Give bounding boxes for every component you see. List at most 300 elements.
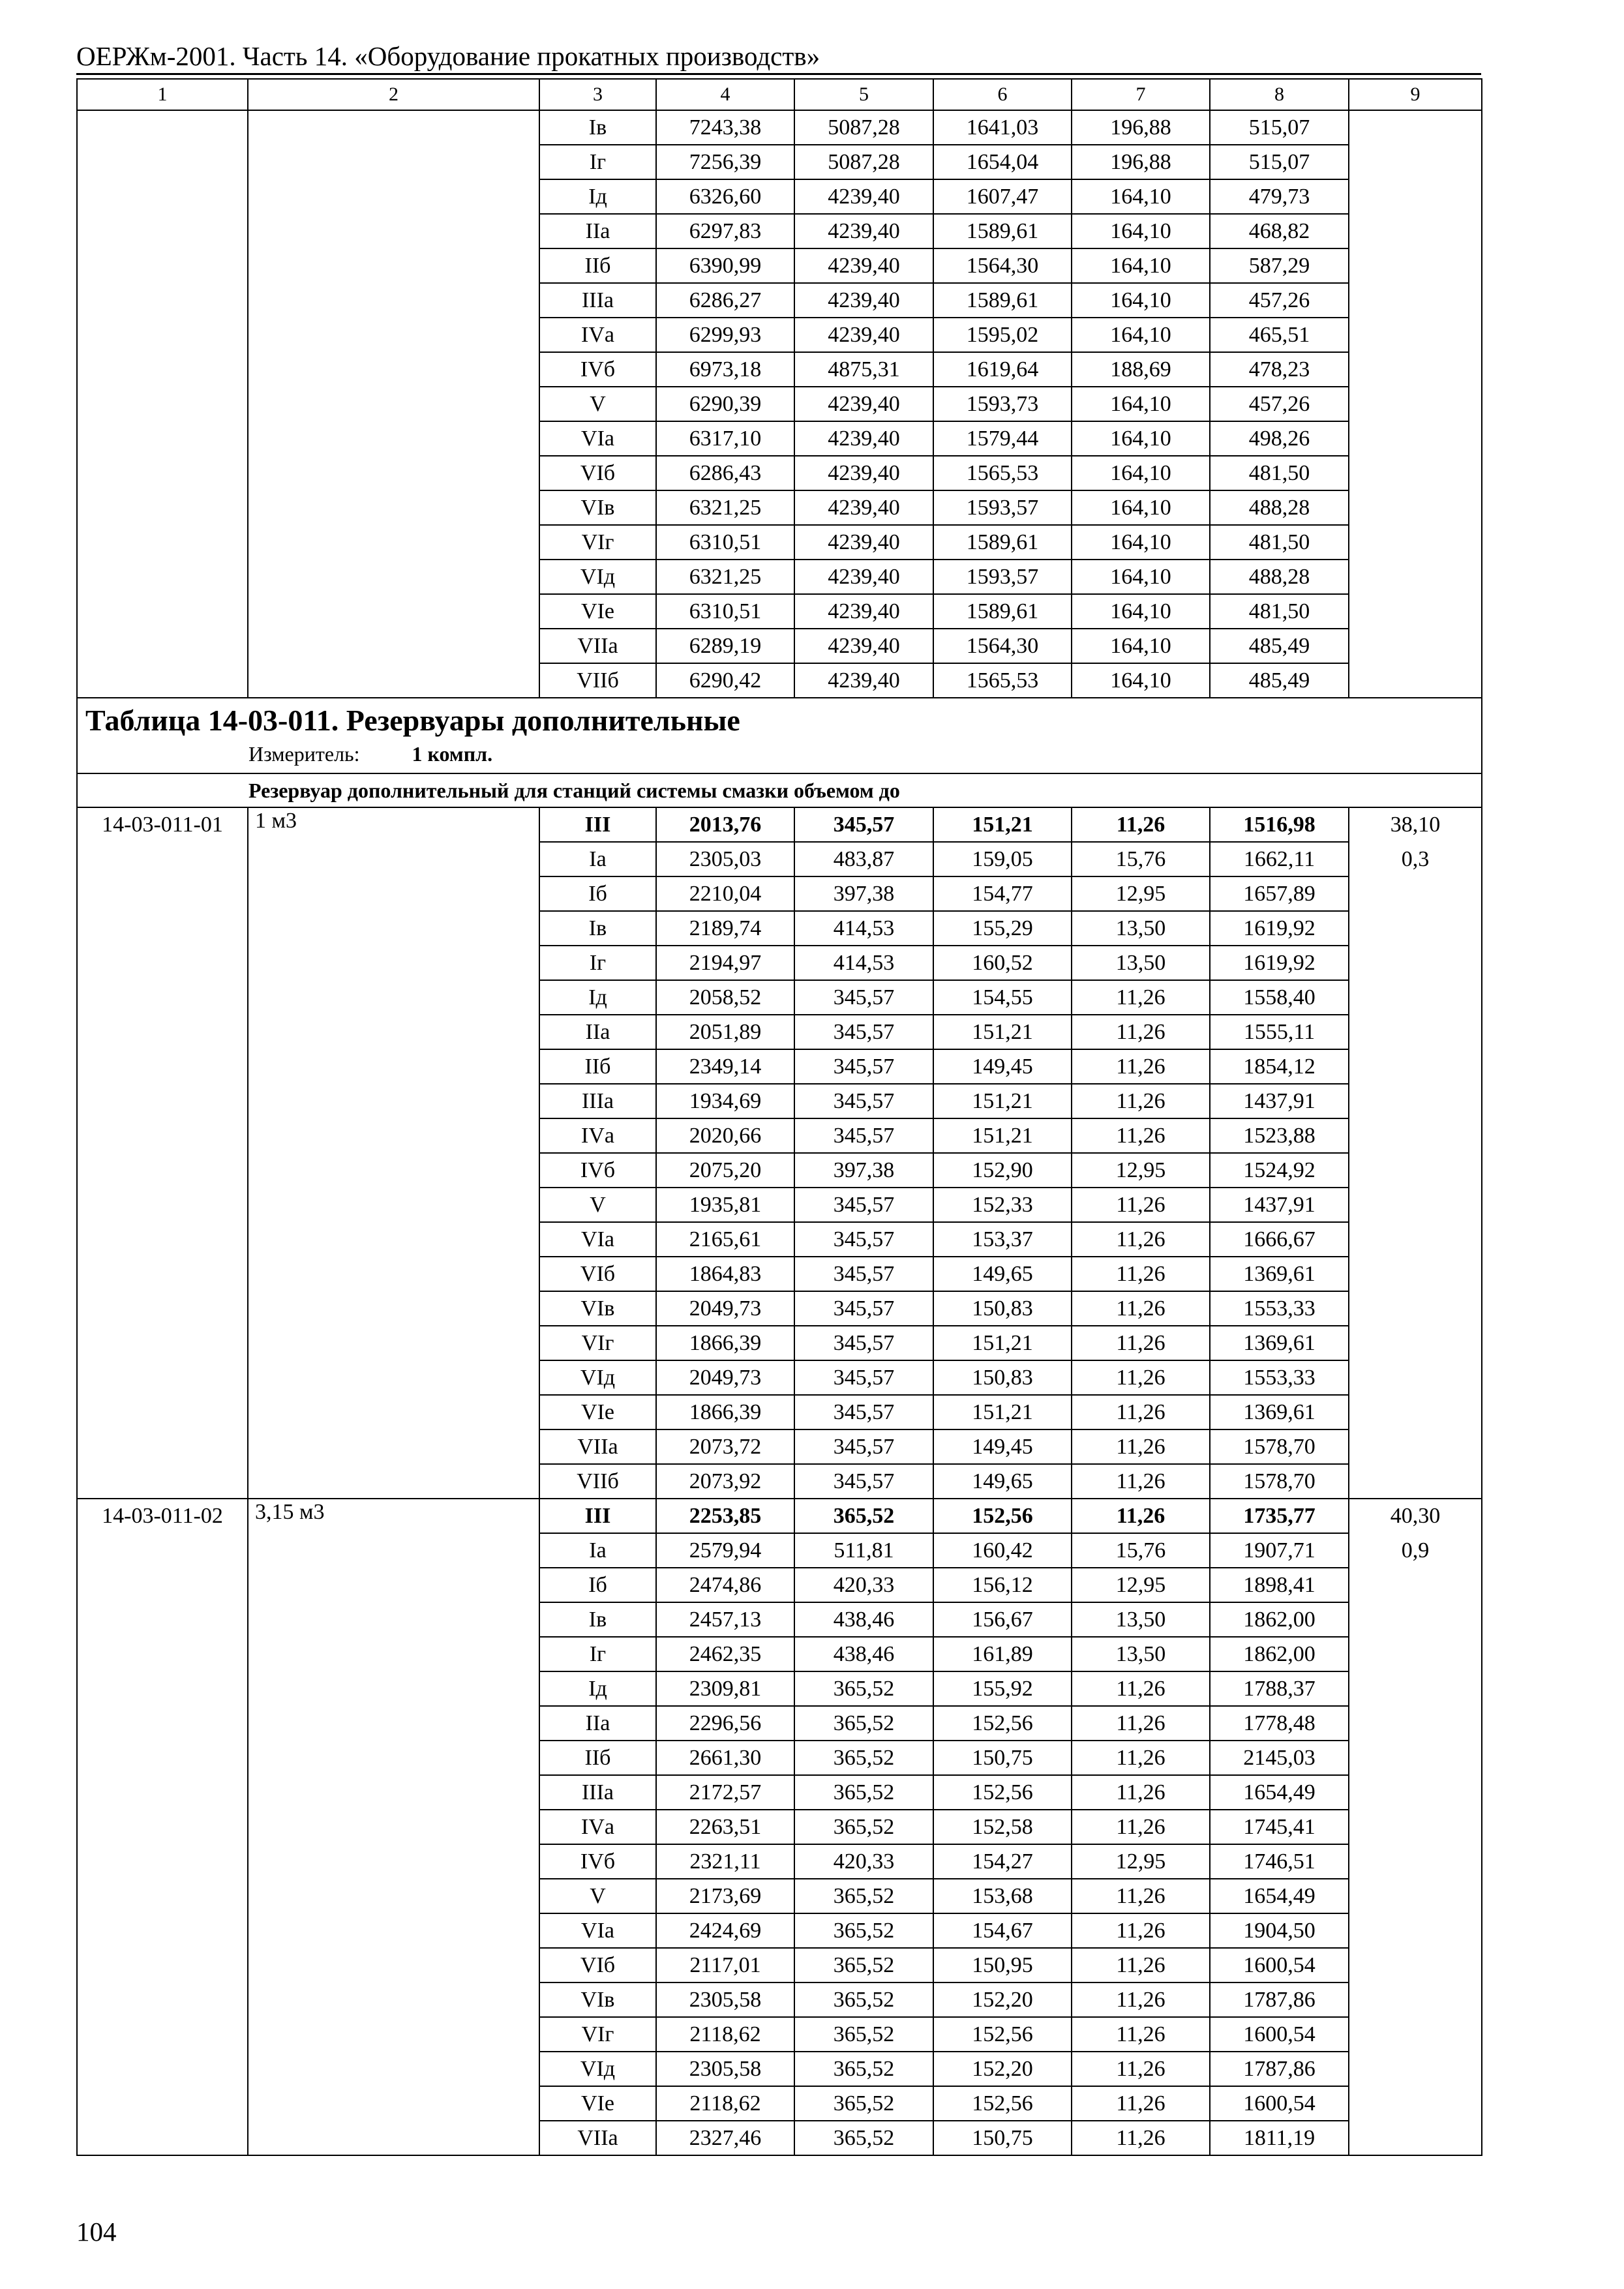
col9-cell [1349,876,1482,911]
value-cell: 15,76 [1072,842,1210,876]
zone-cell: IVб [539,1844,656,1879]
table-row [77,352,1482,387]
zone-cell: IIб [539,1049,656,1084]
value-cell: 13,50 [1072,1637,1210,1671]
zone-cell: VIе [539,2086,656,2121]
value-cell: 1579,44 [933,421,1072,456]
table-row [77,1188,1482,1222]
name-cell [248,1360,539,1395]
name-cell [248,1810,539,1844]
value-cell: 515,07 [1210,145,1349,179]
col9-cell [1349,145,1482,179]
code-cell [77,1671,248,1706]
zone-cell: VIIа [539,1429,656,1464]
col9-cell [1349,1291,1482,1326]
value-cell: 6326,60 [656,179,794,214]
value-cell: 1600,54 [1210,1948,1349,1982]
value-cell: 164,10 [1072,560,1210,594]
name-cell [248,1879,539,1913]
table-row [77,421,1482,456]
value-cell: 4239,40 [794,421,933,456]
value-cell: 457,26 [1210,387,1349,421]
zone-cell: III [539,1499,656,1533]
value-cell: 6299,93 [656,318,794,352]
value-cell: 152,20 [933,2052,1072,2086]
zone-cell: Iб [539,1568,656,1602]
code-cell [77,1153,248,1188]
value-cell: 2462,35 [656,1637,794,1671]
value-cell: 4239,40 [794,214,933,248]
table-row [77,1084,1482,1118]
value-cell: 345,57 [794,1326,933,1360]
col9-cell [1349,594,1482,629]
col9-cell [1349,1879,1482,1913]
value-cell: 397,38 [794,1153,933,1188]
value-cell: 1558,40 [1210,980,1349,1015]
value-cell: 2579,94 [656,1533,794,1568]
value-cell: 154,55 [933,980,1072,1015]
value-cell: 4239,40 [794,663,933,698]
col9-cell [1349,1049,1482,1084]
table-row [77,911,1482,946]
section-heading-row [77,698,1482,773]
code-cell [77,248,248,283]
value-cell: 2118,62 [656,2017,794,2052]
zone-cell: IVб [539,352,656,387]
zone-cell: Iв [539,911,656,946]
col9-cell [1349,2086,1482,2121]
zone-cell: Iг [539,145,656,179]
col9-cell [1349,2017,1482,2052]
value-cell: 481,50 [1210,594,1349,629]
value-cell: 365,52 [794,2052,933,2086]
code-cell [77,876,248,911]
value-cell: 1862,00 [1210,1637,1349,1671]
value-cell: 164,10 [1072,421,1210,456]
code-cell [77,456,248,490]
value-cell: 478,23 [1210,352,1349,387]
col9-cell [1349,1360,1482,1395]
value-cell: 1864,83 [656,1257,794,1291]
value-cell: 2189,74 [656,911,794,946]
value-cell: 365,52 [794,1671,933,1706]
name-cell [248,1222,539,1257]
col9-cell [1349,2052,1482,2086]
code-cell [77,1222,248,1257]
code-cell [77,318,248,352]
value-cell: 2210,04 [656,876,794,911]
value-cell: 11,26 [1072,1671,1210,1706]
value-cell: 345,57 [794,1464,933,1499]
code-cell [77,352,248,387]
name-cell [248,876,539,911]
name-cell [248,1948,539,1982]
code-cell [77,525,248,560]
value-cell: 11,26 [1072,2121,1210,2155]
value-cell: 150,75 [933,2121,1072,2155]
value-cell: 511,81 [794,1533,933,1568]
value-cell: 11,26 [1072,1464,1210,1499]
value-cell: 154,67 [933,1913,1072,1948]
table-row [77,663,1482,698]
name-cell [248,456,539,490]
zone-cell: V [539,1879,656,1913]
col9-cell: 38,10 [1349,807,1482,842]
value-cell: 11,26 [1072,1257,1210,1291]
table-row [77,1429,1482,1464]
code-cell [77,214,248,248]
value-cell: 1666,67 [1210,1222,1349,1257]
col9-cell [1349,1948,1482,1982]
value-cell: 4239,40 [794,525,933,560]
value-cell: 438,46 [794,1602,933,1637]
zone-cell: VIв [539,490,656,525]
column-number: 8 [1210,79,1349,110]
value-cell: 345,57 [794,1222,933,1257]
name-cell [248,1844,539,1879]
value-cell: 155,92 [933,1671,1072,1706]
value-cell: 1746,51 [1210,1844,1349,1879]
value-cell: 1662,11 [1210,842,1349,876]
code-cell [77,1257,248,1291]
zone-cell: VIд [539,2052,656,2086]
value-cell: 6317,10 [656,421,794,456]
code-cell [77,1049,248,1084]
table-row [77,876,1482,911]
value-cell: 4239,40 [794,179,933,214]
name-cell [248,842,539,876]
col9-cell [1349,179,1482,214]
code-cell [77,490,248,525]
value-cell: 1935,81 [656,1188,794,1222]
value-cell: 151,21 [933,1118,1072,1153]
name-cell [248,2121,539,2155]
col9-cell [1349,1257,1482,1291]
value-cell: 4875,31 [794,352,933,387]
zone-cell: Iа [539,1533,656,1568]
value-cell: 4239,40 [794,629,933,663]
name-cell [248,1326,539,1360]
col9-cell [1349,1084,1482,1118]
value-cell: 1589,61 [933,214,1072,248]
unit-value: 1 компл. [412,742,493,766]
code-cell [77,1533,248,1568]
value-cell: 1600,54 [1210,2086,1349,2121]
value-cell: 2309,81 [656,1671,794,1706]
code-cell [77,2121,248,2155]
table-row [77,2052,1482,2086]
value-cell: 11,26 [1072,2052,1210,2086]
value-cell: 11,26 [1072,980,1210,1015]
code-cell [77,1741,248,1775]
col9-cell [1349,214,1482,248]
code-cell [77,283,248,318]
col9-cell: 0,3 [1349,842,1482,876]
value-cell: 151,21 [933,1015,1072,1049]
value-cell: 488,28 [1210,490,1349,525]
value-cell: 11,26 [1072,2017,1210,2052]
value-cell: 150,83 [933,1360,1072,1395]
zone-cell: Iв [539,1602,656,1637]
value-cell: 1654,04 [933,145,1072,179]
value-cell: 152,56 [933,1499,1072,1533]
value-cell: 1904,50 [1210,1913,1349,1948]
page-number: 104 [76,2217,117,2247]
value-cell: 1607,47 [933,179,1072,214]
value-cell: 2075,20 [656,1153,794,1188]
name-cell [248,560,539,594]
value-cell: 365,52 [794,1499,933,1533]
value-cell: 1654,49 [1210,1775,1349,1810]
value-cell: 2424,69 [656,1913,794,1948]
value-cell: 2073,92 [656,1464,794,1499]
col9-cell [1349,1982,1482,2017]
value-cell: 2118,62 [656,2086,794,2121]
value-cell: 11,26 [1072,1049,1210,1084]
value-cell: 2145,03 [1210,1741,1349,1775]
value-cell: 2305,58 [656,2052,794,2086]
value-cell: 161,89 [933,1637,1072,1671]
value-cell: 1787,86 [1210,2052,1349,2086]
value-cell: 1898,41 [1210,1568,1349,1602]
zone-cell: III [539,807,656,842]
col9-cell [1349,1671,1482,1706]
value-cell: 11,26 [1072,1982,1210,2017]
value-cell: 196,88 [1072,110,1210,145]
code-cell [77,1913,248,1948]
code-cell [77,663,248,698]
column-number: 6 [933,79,1072,110]
name-cell [248,1153,539,1188]
table-row [77,1948,1482,1982]
zone-cell: VIб [539,456,656,490]
value-cell: 6286,27 [656,283,794,318]
value-cell: 2263,51 [656,1810,794,1844]
name-cell [248,946,539,980]
value-cell: 164,10 [1072,214,1210,248]
value-cell: 164,10 [1072,629,1210,663]
col9-cell [1349,1188,1482,1222]
value-cell: 153,37 [933,1222,1072,1257]
value-cell: 6290,39 [656,387,794,421]
name-cell [248,352,539,387]
value-cell: 159,05 [933,842,1072,876]
value-cell: 6290,42 [656,663,794,698]
zone-cell: Iд [539,179,656,214]
value-cell: 2165,61 [656,1222,794,1257]
table-row [77,1602,1482,1637]
value-cell: 6297,83 [656,214,794,248]
value-cell: 4239,40 [794,490,933,525]
zone-cell: IIа [539,1015,656,1049]
value-cell: 345,57 [794,1118,933,1153]
value-cell: 164,10 [1072,490,1210,525]
value-cell: 151,21 [933,1084,1072,1118]
value-cell: 345,57 [794,807,933,842]
value-cell: 152,56 [933,1775,1072,1810]
value-cell: 1369,61 [1210,1326,1349,1360]
name-cell [248,1429,539,1464]
zone-cell: Iг [539,1637,656,1671]
col9-cell [1349,629,1482,663]
value-cell: 6310,51 [656,594,794,629]
value-cell: 1745,41 [1210,1810,1349,1844]
value-cell: 152,33 [933,1188,1072,1222]
table-row [77,1222,1482,1257]
col9-cell [1349,1395,1482,1429]
code-cell [77,1429,248,1464]
value-cell: 12,95 [1072,876,1210,911]
column-number: 9 [1349,79,1482,110]
value-cell: 152,90 [933,1153,1072,1188]
value-cell: 1593,73 [933,387,1072,421]
code-cell [77,2017,248,2052]
value-cell: 2172,57 [656,1775,794,1810]
value-cell: 1553,33 [1210,1360,1349,1395]
zone-cell: VIв [539,1291,656,1326]
col9-cell [1349,248,1482,283]
page-header: ОЕРЖм-2001. Часть 14. «Оборудование прокатных производств» [76,41,820,71]
col9-cell [1349,1810,1482,1844]
value-cell: 457,26 [1210,283,1349,318]
value-cell: 2457,13 [656,1602,794,1637]
code-cell [77,2086,248,2121]
zone-cell: Iд [539,980,656,1015]
table-row [77,1360,1482,1395]
value-cell: 345,57 [794,1084,933,1118]
zone-cell: IIIа [539,283,656,318]
value-cell: 1657,89 [1210,876,1349,911]
value-cell: 345,57 [794,1360,933,1395]
zone-cell: IIIа [539,1775,656,1810]
value-cell: 485,49 [1210,663,1349,698]
name-cell [248,179,539,214]
value-cell: 164,10 [1072,456,1210,490]
zone-cell: VIг [539,1326,656,1360]
name-cell [248,594,539,629]
value-cell: 2305,03 [656,842,794,876]
col9-cell [1349,980,1482,1015]
zone-cell: VIа [539,1222,656,1257]
zone-cell: Iд [539,1671,656,1706]
code-cell [77,1015,248,1049]
col9-cell [1349,456,1482,490]
table-row [77,980,1482,1015]
code-cell [77,1118,248,1153]
value-cell: 11,26 [1072,1188,1210,1222]
value-cell: 13,50 [1072,1602,1210,1637]
table-row [77,525,1482,560]
col9-cell [1349,1741,1482,1775]
value-cell: 156,67 [933,1602,1072,1637]
value-cell: 2253,85 [656,1499,794,1533]
name-cell [248,1706,539,1741]
value-cell: 1565,53 [933,456,1072,490]
value-cell: 345,57 [794,1049,933,1084]
value-cell: 152,56 [933,2086,1072,2121]
zone-cell: VIб [539,1257,656,1291]
value-cell: 365,52 [794,1706,933,1741]
value-cell: 1866,39 [656,1395,794,1429]
name-cell [248,1084,539,1118]
value-cell: 365,52 [794,1810,933,1844]
code-cell [77,110,248,145]
value-cell: 11,26 [1072,1015,1210,1049]
name-cell [248,911,539,946]
value-cell: 1578,70 [1210,1464,1349,1499]
col9-cell [1349,318,1482,352]
value-cell: 365,52 [794,1775,933,1810]
value-cell: 420,33 [794,1568,933,1602]
col9-cell [1349,387,1482,421]
col9-cell [1349,1118,1482,1153]
code-cell [77,1775,248,1810]
value-cell: 6310,51 [656,525,794,560]
zone-cell: VIе [539,1395,656,1429]
value-cell: 1578,70 [1210,1429,1349,1464]
table-row [77,1568,1482,1602]
table-row [77,1533,1482,1568]
value-cell: 150,83 [933,1291,1072,1326]
value-cell: 11,26 [1072,1879,1210,1913]
zone-cell: V [539,387,656,421]
table-row [77,283,1482,318]
value-cell: 7243,38 [656,110,794,145]
value-cell: 6289,19 [656,629,794,663]
name-cell [248,283,539,318]
code-cell [77,946,248,980]
value-cell: 188,69 [1072,352,1210,387]
column-number: 7 [1072,79,1210,110]
value-cell: 2321,11 [656,1844,794,1879]
zone-cell: VIг [539,2017,656,2052]
name-cell [248,248,539,283]
table-row [77,842,1482,876]
value-cell: 11,26 [1072,1775,1210,1810]
table-row [77,1913,1482,1948]
value-cell: 2073,72 [656,1429,794,1464]
table-row [77,1741,1482,1775]
name-cell [248,980,539,1015]
col9-cell [1349,1913,1482,1948]
zone-cell: VIб [539,1948,656,1982]
value-cell: 15,76 [1072,1533,1210,1568]
col9-cell [1349,1326,1482,1360]
value-cell: 345,57 [794,980,933,1015]
code-cell [77,421,248,456]
value-cell: 11,26 [1072,1222,1210,1257]
name-cell [248,1741,539,1775]
section-units [78,740,1481,773]
value-cell: 160,52 [933,946,1072,980]
value-cell: 345,57 [794,1257,933,1291]
value-cell: 414,53 [794,946,933,980]
value-cell: 1866,39 [656,1326,794,1360]
code-cell [77,1602,248,1637]
section-heading [77,698,1482,773]
code-cell [77,1360,248,1395]
table-row [77,387,1482,421]
value-cell: 11,26 [1072,1810,1210,1844]
code-cell [77,179,248,214]
col9-cell: 0,9 [1349,1533,1482,1568]
code-cell [77,1844,248,1879]
value-cell: 160,42 [933,1533,1072,1568]
value-cell: 481,50 [1210,456,1349,490]
table-row [77,2017,1482,2052]
value-cell: 2058,52 [656,980,794,1015]
value-cell: 1619,92 [1210,946,1349,980]
